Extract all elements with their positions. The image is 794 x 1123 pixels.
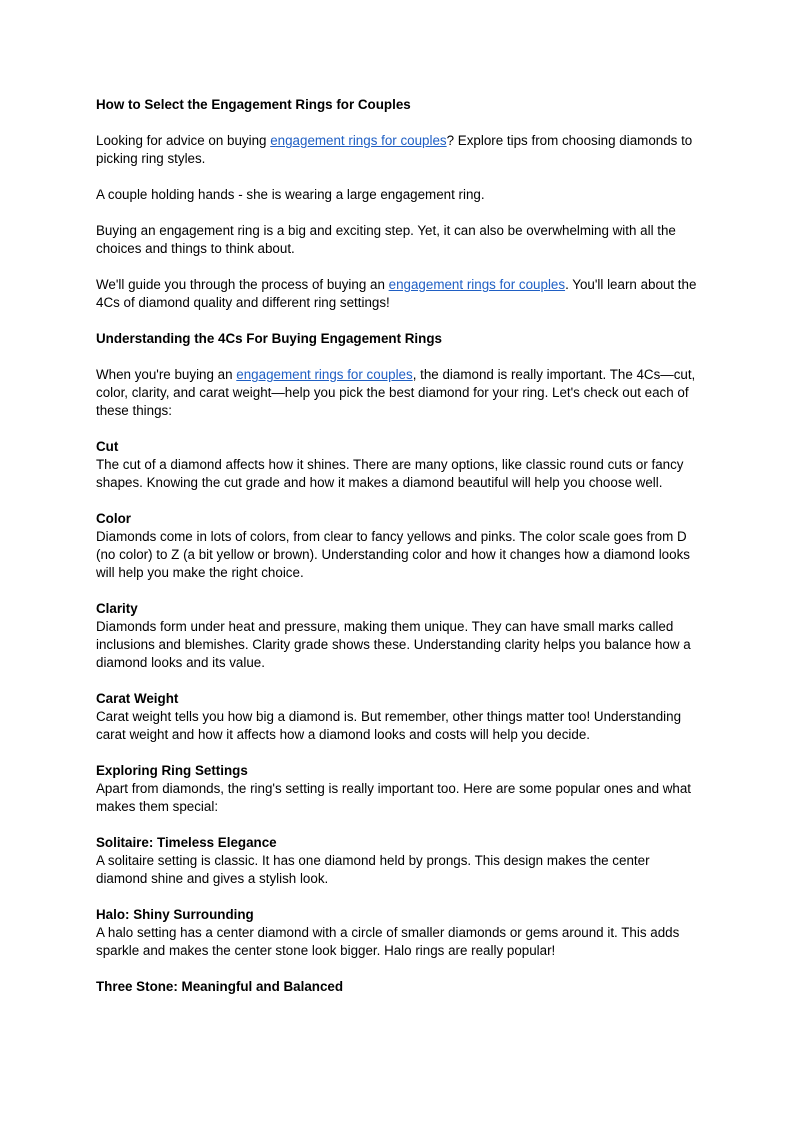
clarity-heading: Clarity	[96, 601, 138, 616]
4cs-text-before: When you're buying an	[96, 367, 237, 382]
halo-text: A halo setting has a center diamond with a circle of smaller diamonds or gems around it. This adds sparkle and makes the center stone look bigger. Halo rings are really popular!	[96, 925, 680, 958]
buying-paragraph: Buying an engagement ring is a big and exciting step. Yet, it can also be overwhelming with all the choices and things to think about.	[96, 223, 676, 256]
intro-paragraph	[96, 132, 700, 168]
carat-text: Carat weight tells you how big a diamond is. But remember, other things matter too! Understanding carat weight and how it affects how a diamond looks and costs will help you decide.	[96, 709, 682, 742]
cut-text: The cut of a diamond affects how it shines. There are many options, like classic round cuts or fancy shapes. Knowing the cut grade and how it makes a diamond beautiful will help you choose well.	[96, 457, 684, 490]
settings-section	[96, 762, 700, 816]
color-text: Diamonds come in lots of colors, from clear to fancy yellows and pinks. The color scale goes from D (no color) to Z (a bit yellow or brown). Understanding color and how it changes how a diamond looks will help you make the right choice.	[96, 529, 690, 580]
4cs-text-after: , the diamond is really important. The 4Cs—cut, color, clarity, and carat weight—help you pick the best diamond for your ring. Let's check out each of these things:	[96, 367, 696, 418]
cut-heading: Cut	[96, 439, 119, 454]
document-page	[96, 96, 700, 1014]
carat-heading: Carat Weight	[96, 691, 179, 706]
solitaire-section	[96, 834, 700, 888]
halo-heading: Halo: Shiny Surrounding	[96, 907, 254, 922]
solitaire-text: A solitaire setting is classic. It has one diamond held by prongs. This design makes the center diamond shine and gives a stylish look.	[96, 853, 650, 886]
settings-text: Apart from diamonds, the ring's setting is really important too. Here are some popular ones and what makes them special:	[96, 781, 692, 814]
color-section	[96, 510, 700, 582]
three-stone-heading: Three Stone: Meaningful and Balanced	[96, 979, 344, 994]
section-4cs-heading: Understanding the 4Cs For Buying Engagement Rings	[96, 331, 442, 346]
image-caption: A couple holding hands - she is wearing a large engagement ring.	[96, 187, 485, 202]
guide-paragraph	[96, 276, 700, 312]
engagement-rings-link-1[interactable]: engagement rings for couples	[270, 133, 447, 148]
guide-text-after: . You'll learn about the 4Cs of diamond quality and different ring settings!	[96, 277, 697, 310]
guide-text-before: We'll guide you through the process of buying an	[96, 277, 389, 292]
color-heading: Color	[96, 511, 131, 526]
document-title: How to Select the Engagement Rings for Couples	[96, 97, 411, 112]
halo-section	[96, 906, 700, 960]
engagement-rings-link-3[interactable]: engagement rings for couples	[236, 367, 413, 382]
engagement-rings-link-2[interactable]: engagement rings for couples	[388, 277, 566, 292]
section-4cs-intro	[96, 366, 700, 420]
clarity-section	[96, 600, 700, 672]
solitaire-heading: Solitaire: Timeless Elegance	[96, 835, 277, 850]
intro-text-after: ? Explore tips from choosing diamonds to picking ring styles.	[96, 133, 693, 166]
cut-section	[96, 438, 700, 492]
settings-heading: Exploring Ring Settings	[96, 763, 248, 778]
carat-section	[96, 690, 700, 744]
clarity-text: Diamonds form under heat and pressure, making them unique. They can have small marks called inclusions and blemishes. Clarity grade shows these. Understanding clarity helps you balance how a diamond looks and its value.	[96, 619, 691, 670]
intro-text-before: Looking for advice on buying	[96, 133, 271, 148]
